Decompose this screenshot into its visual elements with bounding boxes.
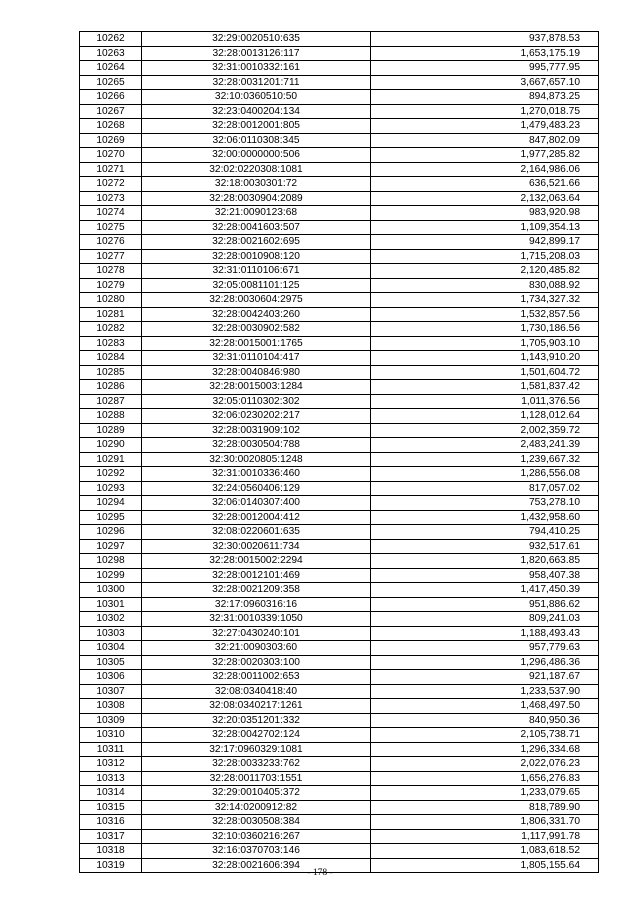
table-row	[80, 220, 599, 235]
row-number-cell: 10281	[80, 307, 142, 322]
table-row	[80, 510, 599, 525]
cadastral-number-cell: 32:28:0042702:124	[142, 728, 371, 743]
amount-cell: 1,233,079.65	[371, 786, 599, 801]
table-row	[80, 713, 599, 728]
cadastral-number-cell: 32:14:0200912:82	[142, 800, 371, 815]
row-number-cell: 10293	[80, 481, 142, 496]
cadastral-number-cell: 32:28:0030904:2089	[142, 191, 371, 206]
amount-cell: 1,143,910.20	[371, 351, 599, 366]
row-number-cell: 10284	[80, 351, 142, 366]
cadastral-number-cell: 32:05:0081101:125	[142, 278, 371, 293]
cadastral-number-cell: 32:23:0400204:134	[142, 104, 371, 119]
amount-cell: 1,109,354.13	[371, 220, 599, 235]
amount-cell: 847,802.09	[371, 133, 599, 148]
amount-cell: 983,920.98	[371, 206, 599, 221]
cadastral-number-cell: 32:28:0011002:653	[142, 670, 371, 685]
amount-cell: 1,532,857.56	[371, 307, 599, 322]
table-row	[80, 467, 599, 482]
cadastral-number-cell: 32:28:0021209:358	[142, 583, 371, 598]
row-number-cell: 10271	[80, 162, 142, 177]
cadastral-number-cell: 32:29:0020510:635	[142, 32, 371, 47]
amount-cell: 1,581,837.42	[371, 380, 599, 395]
cadastral-number-cell: 32:30:0020611:734	[142, 539, 371, 554]
table-row	[80, 46, 599, 61]
cadastral-number-cell: 32:28:0030508:384	[142, 815, 371, 830]
table-row	[80, 249, 599, 264]
cadastral-number-cell: 32:00:0000000:506	[142, 148, 371, 163]
amount-cell: 1,653,175.19	[371, 46, 599, 61]
page-number: - 178 -	[307, 868, 333, 878]
amount-cell: 2,105,738.71	[371, 728, 599, 743]
table-row	[80, 655, 599, 670]
amount-cell: 840,950.36	[371, 713, 599, 728]
table-row	[80, 380, 599, 395]
amount-cell: 753,278.10	[371, 496, 599, 511]
row-number-cell: 10264	[80, 61, 142, 76]
row-number-cell: 10303	[80, 626, 142, 641]
cadastral-number-cell: 32:08:0220601:635	[142, 525, 371, 540]
cadastral-number-cell: 32:17:0960329:1081	[142, 742, 371, 757]
cadastral-number-cell: 32:27:0430240:101	[142, 626, 371, 641]
row-number-cell: 10278	[80, 264, 142, 279]
table-row	[80, 757, 599, 772]
table-row	[80, 728, 599, 743]
amount-cell: 1,501,604.72	[371, 365, 599, 380]
amount-cell: 995,777.95	[371, 61, 599, 76]
row-number-cell: 10292	[80, 467, 142, 482]
amount-cell: 951,886.62	[371, 597, 599, 612]
amount-cell: 818,789.90	[371, 800, 599, 815]
row-number-cell: 10301	[80, 597, 142, 612]
row-number-cell: 10273	[80, 191, 142, 206]
cadastral-number-cell: 32:02:0220308:1081	[142, 162, 371, 177]
amount-cell: 1,656,276.83	[371, 771, 599, 786]
table-row	[80, 684, 599, 699]
table-row	[80, 365, 599, 380]
amount-cell: 830,088.92	[371, 278, 599, 293]
data-table	[79, 31, 599, 873]
amount-cell: 1,011,376.56	[371, 394, 599, 409]
amount-cell: 1,715,208.03	[371, 249, 599, 264]
amount-cell: 1,468,497.50	[371, 699, 599, 714]
cadastral-number-cell: 32:31:0010332:161	[142, 61, 371, 76]
row-number-cell: 10279	[80, 278, 142, 293]
cadastral-number-cell: 32:18:0030301:72	[142, 177, 371, 192]
table-row	[80, 496, 599, 511]
amount-cell: 2,483,241.39	[371, 438, 599, 453]
amount-cell: 1,117,991.78	[371, 829, 599, 844]
amount-cell: 809,241.03	[371, 612, 599, 627]
amount-cell: 1,239,667.32	[371, 452, 599, 467]
table-row	[80, 133, 599, 148]
row-number-cell: 10304	[80, 641, 142, 656]
row-number-cell: 10270	[80, 148, 142, 163]
row-number-cell: 10302	[80, 612, 142, 627]
table-row	[80, 423, 599, 438]
cadastral-number-cell: 32:28:0040846:980	[142, 365, 371, 380]
cadastral-number-cell: 32:28:0030504:788	[142, 438, 371, 453]
cadastral-number-cell: 32:28:0030902:582	[142, 322, 371, 337]
table-row	[80, 104, 599, 119]
cadastral-number-cell: 32:28:0041603:507	[142, 220, 371, 235]
amount-cell: 1,083,618.52	[371, 844, 599, 859]
table-row	[80, 409, 599, 424]
amount-cell: 794,410.25	[371, 525, 599, 540]
cadastral-number-cell: 32:28:0042403:260	[142, 307, 371, 322]
amount-cell: 1,977,285.82	[371, 148, 599, 163]
table-row	[80, 525, 599, 540]
row-number-cell: 10299	[80, 568, 142, 583]
row-number-cell: 10312	[80, 757, 142, 772]
row-number-cell: 10289	[80, 423, 142, 438]
table-row	[80, 670, 599, 685]
row-number-cell: 10285	[80, 365, 142, 380]
table-row	[80, 452, 599, 467]
table-row	[80, 568, 599, 583]
row-number-cell: 10307	[80, 684, 142, 699]
amount-cell: 1,806,331.70	[371, 815, 599, 830]
table-row	[80, 322, 599, 337]
table-row	[80, 800, 599, 815]
row-number-cell: 10272	[80, 177, 142, 192]
amount-cell: 937,878.53	[371, 32, 599, 47]
cadastral-number-cell: 32:06:0230202:217	[142, 409, 371, 424]
amount-cell: 958,407.38	[371, 568, 599, 583]
cadastral-number-cell: 32:21:0090303:60	[142, 641, 371, 656]
row-number-cell: 10286	[80, 380, 142, 395]
row-number-cell: 10283	[80, 336, 142, 351]
table-row	[80, 815, 599, 830]
table-row	[80, 162, 599, 177]
row-number-cell: 10315	[80, 800, 142, 815]
cadastral-number-cell: 32:28:0010908:120	[142, 249, 371, 264]
row-number-cell: 10268	[80, 119, 142, 134]
amount-cell: 1,233,537.90	[371, 684, 599, 699]
row-number-cell: 10290	[80, 438, 142, 453]
row-number-cell: 10287	[80, 394, 142, 409]
table-row	[80, 264, 599, 279]
table-row	[80, 481, 599, 496]
cadastral-number-cell: 32:21:0090123:68	[142, 206, 371, 221]
table-row	[80, 177, 599, 192]
amount-cell: 1,188,493.43	[371, 626, 599, 641]
row-number-cell: 10262	[80, 32, 142, 47]
row-number-cell: 10267	[80, 104, 142, 119]
row-number-cell: 10311	[80, 742, 142, 757]
cadastral-number-cell: 32:24:0560406:129	[142, 481, 371, 496]
row-number-cell: 10295	[80, 510, 142, 525]
row-number-cell: 10317	[80, 829, 142, 844]
table-row	[80, 351, 599, 366]
table-row	[80, 583, 599, 598]
cadastral-number-cell: 32:28:0031909:102	[142, 423, 371, 438]
amount-cell: 894,873.25	[371, 90, 599, 105]
amount-cell: 2,120,485.82	[371, 264, 599, 279]
row-number-cell: 10314	[80, 786, 142, 801]
cadastral-number-cell: 32:06:0140307:400	[142, 496, 371, 511]
cadastral-number-cell: 32:28:0012004:412	[142, 510, 371, 525]
cadastral-number-cell: 32:08:0340418:40	[142, 684, 371, 699]
cadastral-number-cell: 32:16:0370703:146	[142, 844, 371, 859]
row-number-cell: 10265	[80, 75, 142, 90]
amount-cell: 3,667,657.10	[371, 75, 599, 90]
table-row	[80, 742, 599, 757]
table-row	[80, 771, 599, 786]
row-number-cell: 10275	[80, 220, 142, 235]
row-number-cell: 10276	[80, 235, 142, 250]
amount-cell: 1,296,334.68	[371, 742, 599, 757]
table-row	[80, 539, 599, 554]
cadastral-number-cell: 32:28:0021606:394	[142, 858, 371, 873]
table-row	[80, 191, 599, 206]
row-number-cell: 10318	[80, 844, 142, 859]
table-row	[80, 438, 599, 453]
amount-cell: 2,022,076.23	[371, 757, 599, 772]
row-number-cell: 10298	[80, 554, 142, 569]
row-number-cell: 10288	[80, 409, 142, 424]
row-number-cell: 10274	[80, 206, 142, 221]
table-row	[80, 626, 599, 641]
amount-cell: 932,517.61	[371, 539, 599, 554]
table-row	[80, 829, 599, 844]
cadastral-number-cell: 32:30:0020805:1248	[142, 452, 371, 467]
table-row	[80, 61, 599, 76]
amount-cell: 1,286,556.08	[371, 467, 599, 482]
amount-cell: 921,187.67	[371, 670, 599, 685]
cadastral-number-cell: 32:28:0013126:117	[142, 46, 371, 61]
cadastral-number-cell: 32:31:0010339:1050	[142, 612, 371, 627]
amount-cell: 1,432,958.60	[371, 510, 599, 525]
table-row	[80, 119, 599, 134]
table-row	[80, 235, 599, 250]
row-number-cell: 10313	[80, 771, 142, 786]
row-number-cell: 10305	[80, 655, 142, 670]
table-body	[80, 32, 599, 873]
amount-cell: 1,128,012.64	[371, 409, 599, 424]
cadastral-number-cell: 32:06:0110308:345	[142, 133, 371, 148]
row-number-cell: 10277	[80, 249, 142, 264]
amount-cell: 1,734,327.32	[371, 293, 599, 308]
row-number-cell: 10316	[80, 815, 142, 830]
cadastral-number-cell: 32:28:0031201:711	[142, 75, 371, 90]
cadastral-number-cell: 32:31:0110104:417	[142, 351, 371, 366]
row-number-cell: 10308	[80, 699, 142, 714]
amount-cell: 1,820,663.85	[371, 554, 599, 569]
cadastral-number-cell: 32:05:0110302:302	[142, 394, 371, 409]
row-number-cell: 10300	[80, 583, 142, 598]
table-row	[80, 844, 599, 859]
cadastral-number-cell: 32:28:0015002:2294	[142, 554, 371, 569]
row-number-cell: 10269	[80, 133, 142, 148]
table-row	[80, 641, 599, 656]
table-row	[80, 394, 599, 409]
table-row	[80, 336, 599, 351]
table-row	[80, 786, 599, 801]
cadastral-number-cell: 32:31:0010336:460	[142, 467, 371, 482]
table-row	[80, 612, 599, 627]
cadastral-number-cell: 32:28:0020303:100	[142, 655, 371, 670]
row-number-cell: 10280	[80, 293, 142, 308]
amount-cell: 1,705,903.10	[371, 336, 599, 351]
cadastral-number-cell: 32:28:0012001:805	[142, 119, 371, 134]
table-row	[80, 148, 599, 163]
cadastral-number-cell: 32:29:0010405:372	[142, 786, 371, 801]
cadastral-number-cell: 32:28:0015001:1765	[142, 336, 371, 351]
row-number-cell: 10319	[80, 858, 142, 873]
cadastral-number-cell: 32:20:0351201:332	[142, 713, 371, 728]
table-row	[80, 278, 599, 293]
amount-cell: 636,521.66	[371, 177, 599, 192]
row-number-cell: 10306	[80, 670, 142, 685]
cadastral-number-cell: 32:28:0015003:1284	[142, 380, 371, 395]
table-row	[80, 90, 599, 105]
table-row	[80, 597, 599, 612]
amount-cell: 1,296,486.36	[371, 655, 599, 670]
row-number-cell: 10296	[80, 525, 142, 540]
cadastral-number-cell: 32:08:0340217:1261	[142, 699, 371, 714]
cadastral-number-cell: 32:28:0021602:695	[142, 235, 371, 250]
amount-cell: 1,730,186.56	[371, 322, 599, 337]
row-number-cell: 10309	[80, 713, 142, 728]
amount-cell: 817,057.02	[371, 481, 599, 496]
table-row	[80, 75, 599, 90]
row-number-cell: 10297	[80, 539, 142, 554]
amount-cell: 1,805,155.64	[371, 858, 599, 873]
table-row	[80, 307, 599, 322]
row-number-cell: 10310	[80, 728, 142, 743]
cadastral-number-cell: 32:28:0011703:1551	[142, 771, 371, 786]
cadastral-number-cell: 32:10:0360510:50	[142, 90, 371, 105]
table-row	[80, 699, 599, 714]
row-number-cell: 10282	[80, 322, 142, 337]
amount-cell: 942,899.17	[371, 235, 599, 250]
cadastral-number-cell: 32:28:0033233:762	[142, 757, 371, 772]
row-number-cell: 10263	[80, 46, 142, 61]
amount-cell: 1,417,450.39	[371, 583, 599, 598]
table-row	[80, 554, 599, 569]
amount-cell: 1,270,018.75	[371, 104, 599, 119]
table-row	[80, 293, 599, 308]
cadastral-number-cell: 32:28:0030604:2975	[142, 293, 371, 308]
amount-cell: 2,002,359.72	[371, 423, 599, 438]
table-row	[80, 32, 599, 47]
cadastral-number-cell: 32:31:0110106:671	[142, 264, 371, 279]
cadastral-number-cell: 32:17:0960316:16	[142, 597, 371, 612]
amount-cell: 957,779.63	[371, 641, 599, 656]
row-number-cell: 10266	[80, 90, 142, 105]
amount-cell: 2,132,063.64	[371, 191, 599, 206]
cadastral-number-cell: 32:28:0012101:469	[142, 568, 371, 583]
row-number-cell: 10294	[80, 496, 142, 511]
cadastral-number-cell: 32:10:0360216:267	[142, 829, 371, 844]
amount-cell: 2,164,986.06	[371, 162, 599, 177]
table-row	[80, 206, 599, 221]
amount-cell: 1,479,483.23	[371, 119, 599, 134]
row-number-cell: 10291	[80, 452, 142, 467]
